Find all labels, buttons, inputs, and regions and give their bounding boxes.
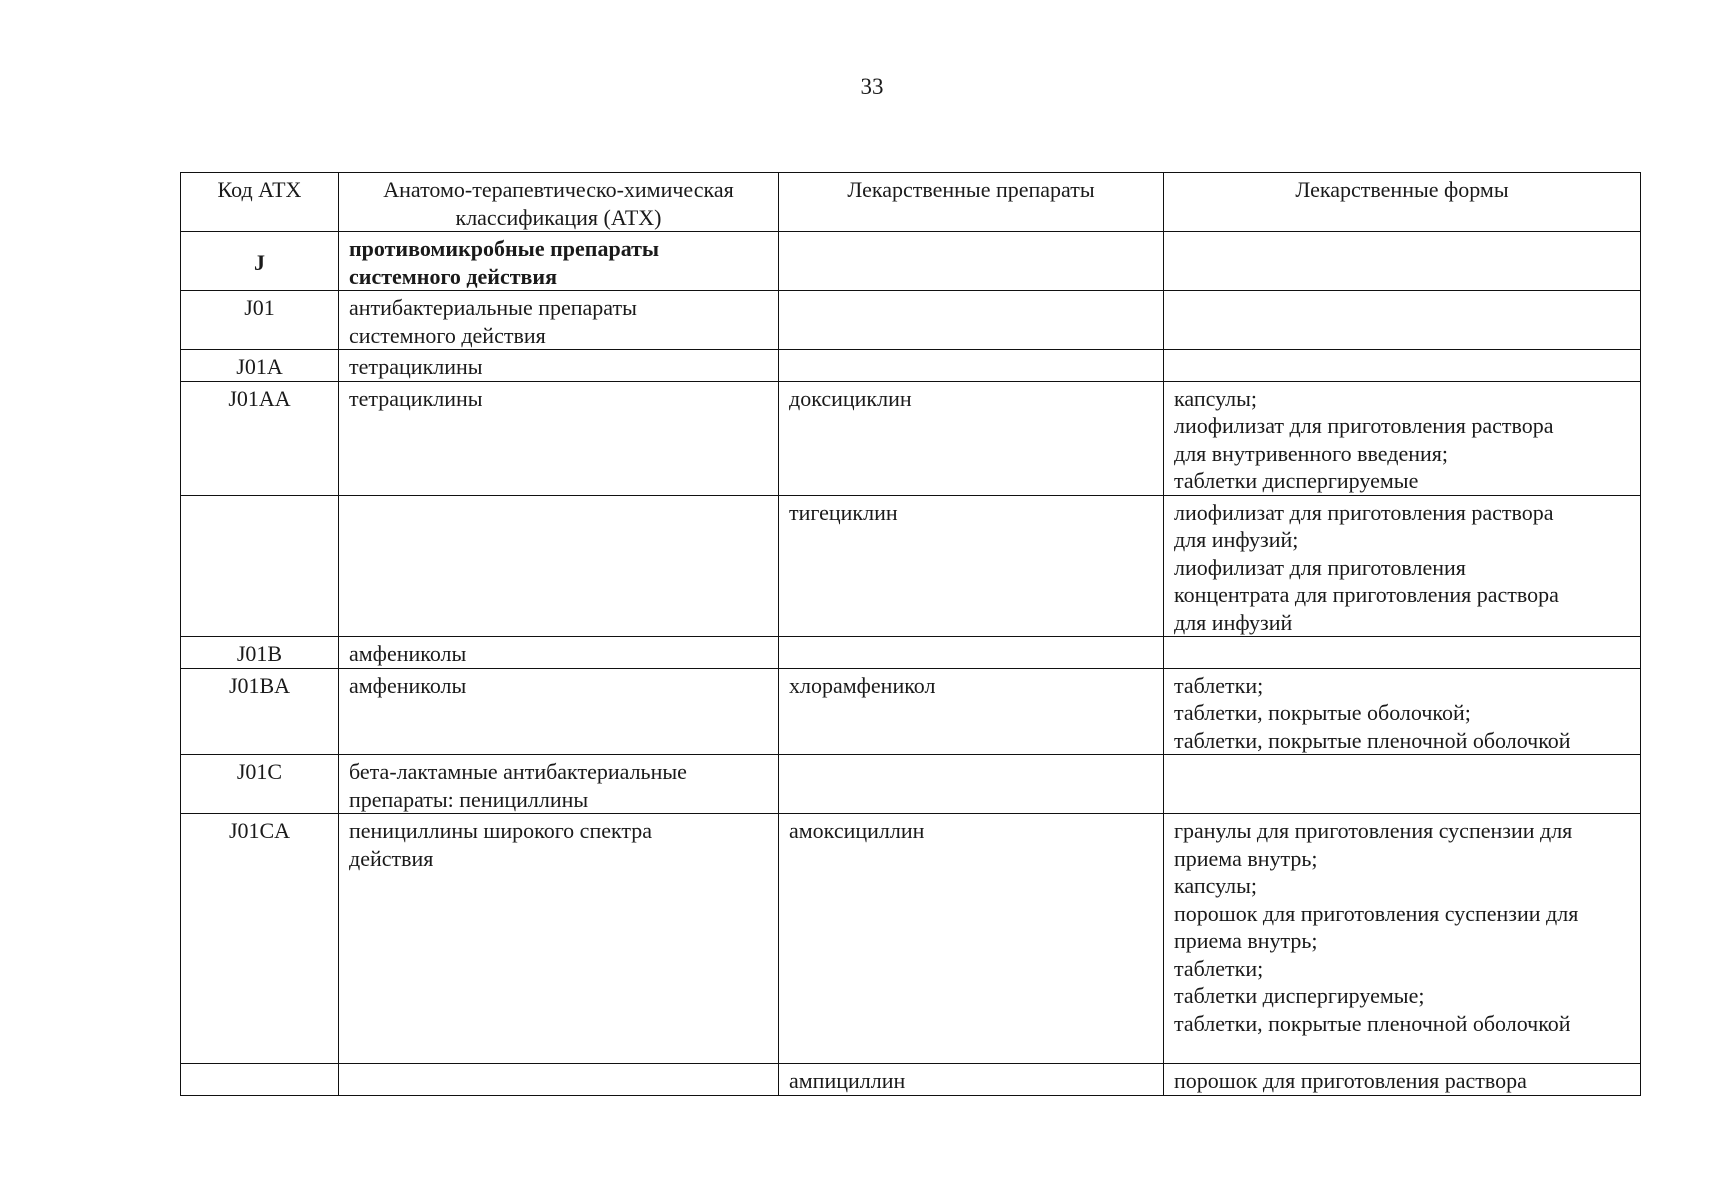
dosage-form-line: для инфузий; bbox=[1174, 527, 1299, 552]
dosage-forms-cell bbox=[1164, 381, 1641, 495]
dosage-forms-cell bbox=[1164, 814, 1641, 1064]
drug-name-cell: тигециклин bbox=[779, 495, 1164, 637]
atc-name-line: амфениколы bbox=[349, 641, 467, 666]
dosage-form-line: для внутривенного введения; bbox=[1174, 440, 1449, 466]
atc-name-cell bbox=[339, 350, 779, 382]
dosage-form-line: таблетки, покрытые пленочной оболочкой bbox=[1174, 1010, 1571, 1036]
table-row bbox=[181, 350, 1641, 382]
drug-name-cell bbox=[779, 637, 1164, 669]
table-row bbox=[181, 668, 1641, 755]
page-number: 33 bbox=[860, 74, 884, 99]
atc-name-cell bbox=[339, 1064, 779, 1096]
dosage-forms-cell bbox=[1164, 637, 1641, 669]
dosage-form-line: лиофилизат для приготовления bbox=[1174, 554, 1466, 580]
atc-name-line: действия bbox=[349, 845, 434, 871]
header-code bbox=[181, 173, 339, 232]
dosage-form-line: лиофилизат для приготовления раствора bbox=[1174, 413, 1554, 438]
table-body bbox=[181, 232, 1641, 1096]
drug-name-cell: доксициклин bbox=[779, 381, 1164, 495]
atc-name-cell bbox=[339, 637, 779, 669]
dosage-form-line: порошок для приготовления раствора bbox=[1174, 1068, 1527, 1093]
atc-name-cell bbox=[339, 495, 779, 637]
atc-name-line: пенициллины широкого спектра bbox=[349, 818, 653, 843]
atc-code-cell: J bbox=[181, 232, 339, 291]
table-row bbox=[181, 637, 1641, 669]
atc-name-line: препараты: пенициллины bbox=[349, 786, 589, 812]
atc-name-line: бета-лактамные антибактериальные bbox=[349, 759, 687, 784]
dosage-form-line: для инфузий bbox=[1174, 609, 1293, 635]
header-forms bbox=[1164, 173, 1641, 232]
atc-code-cell bbox=[181, 495, 339, 637]
atc-name-line: противомикробные препараты bbox=[349, 236, 660, 261]
dosage-forms-cell bbox=[1164, 668, 1641, 755]
table-row bbox=[181, 755, 1641, 814]
dosage-form-line: порошок для приготовления суспензии для bbox=[1174, 900, 1579, 926]
table-row bbox=[181, 291, 1641, 350]
dosage-forms-cell bbox=[1164, 1064, 1641, 1096]
header-line: Лекарственные формы bbox=[1295, 177, 1509, 202]
dosage-form-line: лиофилизат для приготовления раствора bbox=[1174, 499, 1554, 525]
table-row bbox=[181, 495, 1641, 637]
atc-code-cell: J01 bbox=[181, 291, 339, 350]
dosage-forms-cell bbox=[1164, 495, 1641, 637]
dosage-forms-cell bbox=[1164, 755, 1641, 814]
atc-name-line: системного действия bbox=[349, 322, 546, 348]
dosage-form-line: таблетки диспергируемые; bbox=[1174, 983, 1425, 1008]
drug-name-cell bbox=[779, 291, 1164, 350]
atc-code-cell bbox=[181, 1064, 339, 1096]
atc-name-cell bbox=[339, 381, 779, 495]
atc-name-line: антибактериальные препараты bbox=[349, 295, 637, 320]
header-line: Лекарственные препараты bbox=[847, 177, 1095, 202]
atc-name-cell bbox=[339, 291, 779, 350]
atc-name-line: тетрациклины bbox=[349, 354, 483, 379]
drug-name-cell bbox=[779, 350, 1164, 382]
atc-name-cell bbox=[339, 668, 779, 755]
atc-drug-table bbox=[180, 172, 1641, 1096]
header-line: классификация (АТХ) bbox=[455, 204, 662, 230]
atc-code-cell: J01A bbox=[181, 350, 339, 382]
dosage-form-line: таблетки диспергируемые bbox=[1174, 468, 1419, 493]
table-row bbox=[181, 814, 1641, 1064]
drug-name-cell: ампициллин bbox=[779, 1064, 1164, 1096]
table-row bbox=[181, 381, 1641, 495]
dosage-form-line: таблетки; bbox=[1174, 672, 1264, 698]
header-drugs bbox=[779, 173, 1164, 232]
dosage-form-line: концентрата для приготовления раствора bbox=[1174, 582, 1559, 607]
dosage-forms-cell bbox=[1164, 291, 1641, 350]
header-atc bbox=[339, 173, 779, 232]
atc-name-line: тетрациклины bbox=[349, 385, 483, 411]
drug-name-cell: амоксициллин bbox=[779, 814, 1164, 1064]
table-row bbox=[181, 232, 1641, 291]
dosage-form-line: таблетки, покрытые оболочкой; bbox=[1174, 700, 1471, 725]
atc-name-line: системного действия bbox=[349, 263, 557, 289]
dosage-form-line: капсулы; bbox=[1174, 873, 1257, 898]
table-row bbox=[181, 1064, 1641, 1096]
atc-name-line: амфениколы bbox=[349, 672, 467, 698]
drug-name-cell bbox=[779, 755, 1164, 814]
atc-code-cell: J01BA bbox=[181, 668, 339, 755]
dosage-form-line: гранулы для приготовления суспензии для bbox=[1174, 818, 1573, 843]
atc-name-cell bbox=[339, 755, 779, 814]
atc-code-cell: J01CA bbox=[181, 814, 339, 1064]
header-line: Анатомо-терапевтическо-химическая bbox=[383, 177, 734, 202]
dosage-form-line: таблетки; bbox=[1174, 955, 1264, 981]
atc-code-cell: J01C bbox=[181, 755, 339, 814]
drug-name-cell: хлорамфеникол bbox=[779, 668, 1164, 755]
dosage-forms-cell bbox=[1164, 350, 1641, 382]
dosage-form-line: приема внутрь; bbox=[1174, 928, 1318, 953]
dosage-form-line: таблетки, покрытые пленочной оболочкой bbox=[1174, 727, 1571, 753]
dosage-form-line: капсулы; bbox=[1174, 385, 1257, 411]
dosage-form-line: приема внутрь; bbox=[1174, 845, 1318, 871]
atc-name-cell bbox=[339, 232, 779, 291]
atc-code-cell: J01B bbox=[181, 637, 339, 669]
atc-name-cell bbox=[339, 814, 779, 1064]
header-line: Код АТХ bbox=[217, 177, 302, 202]
table-header-row bbox=[181, 173, 1641, 232]
atc-code-cell: J01AA bbox=[181, 381, 339, 495]
drug-name-cell bbox=[779, 232, 1164, 291]
dosage-forms-cell bbox=[1164, 232, 1641, 291]
